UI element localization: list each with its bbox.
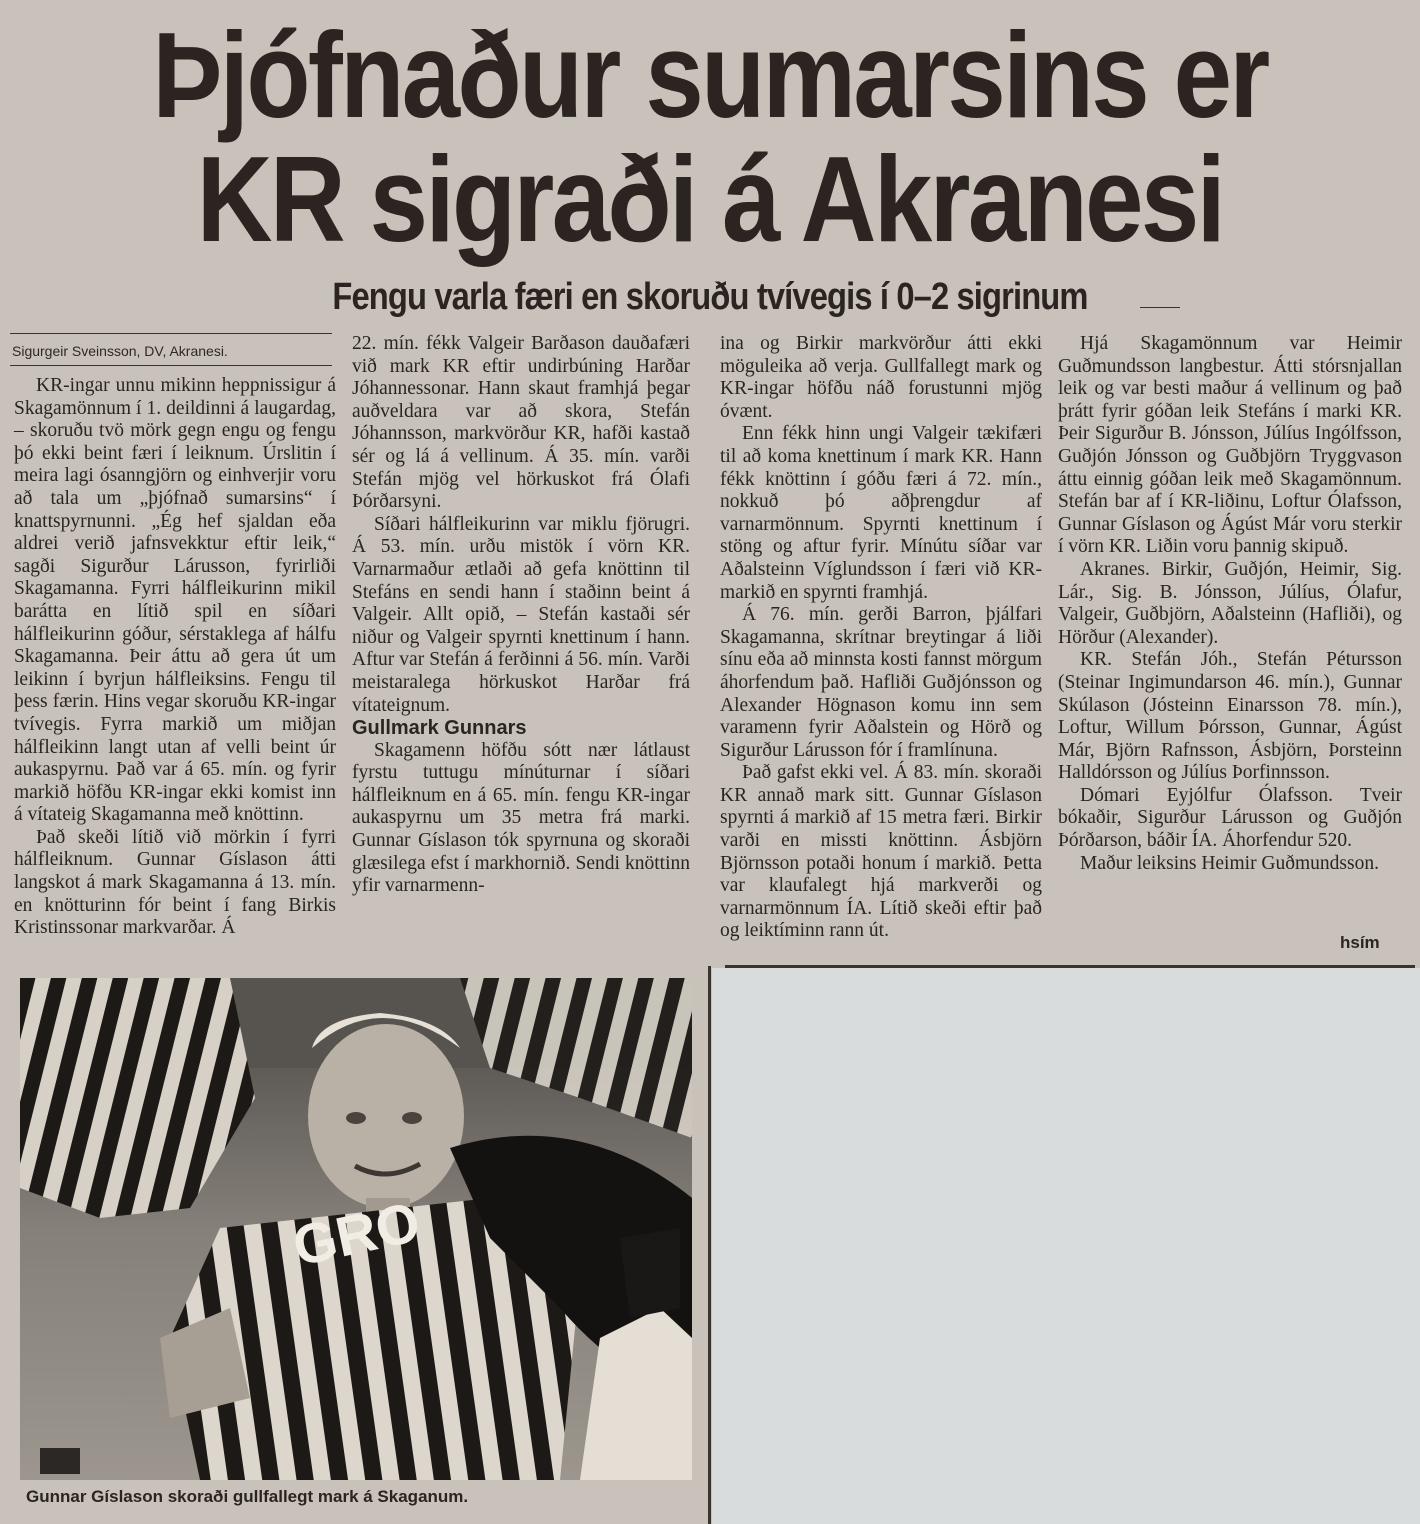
section-subheading: Gullmark Gunnars (352, 717, 527, 740)
subhead-dash (1140, 307, 1180, 308)
byline-rule-bottom (10, 365, 332, 366)
section-divider-horizontal (725, 965, 1415, 968)
byline-rule-top (10, 333, 332, 334)
paragraph: Það skeði lítið við mörkin í fyrri hálfleiknum. Gunnar Gíslason átti langskot á mark Skagamanna á 13. mín. en knötturinn fór beint í fang Birkis Kristinssonar markvarðar. Á (14, 826, 336, 939)
photo-illustration (20, 978, 692, 1480)
paragraph: Hjá Skagamönnum var Heimir Guðmundsson langbestur. Átti stórsnjallan leik og var besti maður á vellinum og það þrátt fyrir góðan leik Stefáns í marki KR. Þeir Sigurður B. Jónsson, Júlíus Ingólfsson, Guðjón Jónsson og Guðbjörn Tryggvason áttu einnig góðan leik með Skagamönnum. Stefán bar af í KR-liðinu, Loftur Ólafsson, Gunnar Gíslason og Ágúst Már voru sterkir í vörn KR. Liðin voru þannig skipuð. (1058, 333, 1402, 558)
paragraph: ina og Birkir markvörður átti ekki möguleika að verja. Gullfallegt mark og KR-ingar höfðu náð forustunni mjög óvænt. (720, 333, 1042, 422)
paragraph: Maður leiksins Heimir Guðmundsson. (1080, 852, 1379, 874)
shirt-sponsor-text: GRO (287, 1189, 426, 1278)
subheadline: Fengu varla færi en skoruðu tvívegis í 0–2 sigrinum (332, 276, 1088, 318)
paragraph: 22. mín. fékk Valgeir Barðason dauðafæri við mark KR eftir undirbúning Harðar Jóhannessonar. Hann skaut framhjá þegar auðveldara var að skora, Stefán Jóhannsson, markvörður KR, hafði kastað sér og lá á vellinum. Á 35. mín. varði Stefán mjög vel hörkuskot frá Ólafi Þórðarsyni. (352, 333, 690, 513)
photo-caption: Gunnar Gíslason skoraði gullfallegt mark á Skaganum. (26, 1487, 469, 1506)
paragraph: Á 76. mín. gerði Barron, þjálfari Skagamanna, skrítnar breytingar á liði sínu eða að minnsta kosti fannst mörgum áhorfendum það. Hafliði Guðjónsson og Alexander Högnason komu inn sem varamenn fyrir Aðalstein og Hörð og Sigurður Lárusson fór í framlínuna. (720, 604, 1042, 761)
paragraph: KR. Stefán Jóh., Stefán Pétursson (Steinar Ingimundarson 46. mín.), Gunnar Skúlason (Jósteinn Einarsson 78. mín.), Loftur, Willum Þórsson, Gunnar, Ágúst Már, Björn Rafnsson, Ásbjörn, Þorsteinn Halldórsson og Júlíus Þorfinnsson. (1058, 649, 1402, 784)
byline: Sigurgeir Sveinsson, DV, Akranesi. (12, 343, 228, 359)
paragraph: Enn fékk hinn ungi Valgeir tækifæri til að koma knettinum í mark KR. Hann fékk knöttinn í góðu færi á 72. mín., nokkuð þó aðþrengdur af varnarmönnum. Spyrnti knettinum í stöng og aftur fyrir. Mínútu síðar var Aðalsteinn Víglundsson í færi við KR-markið en spyrnti framhjá. (720, 423, 1042, 603)
football-match-photo (20, 978, 692, 1480)
paragraph: Síðari hálfleikurinn var miklu fjörugri. Á 53. mín. urðu mistök í vörn KR. Varnarmaður ætlaði að gefa knöttinn til Stefáns en sendi hann í staðinn beint á Valgeir. Allt opið, – Stefán kastaði sér niður og Valgeir spyrnti knettinum í hann. Aftur var Stefán á ferðinni á 56. mín. Varði meistaralega hörkuskot Harðar frá vítateignum. (352, 513, 690, 716)
paragraph: Akranes. Birkir, Guðjón, Heimir, Sig. Lár., Sig. B. Jónsson, Júlíus, Ólafur, Valgeir, Guðbjörn, Aðalsteinn (Hafliði), og Hörður (Alexander). (1058, 558, 1402, 648)
section-divider-vertical (708, 966, 711, 1524)
article-column-4 (1058, 333, 1402, 875)
author-signature: hsím (1340, 933, 1380, 952)
headline-line-2: KR sigraði á Akranesi (196, 131, 1224, 267)
paragraph: KR-ingar unnu mikinn heppnissigur á Skagamönnum í 1. deildinni á laugardag, – skoruðu tvö mörk gegn engu og fengu þó ekki beint færi í leiknum. Úrslitin í meira lagi ósanngjörn og einhverjir voru að tala um „þjófnað sumarsins“ í knattspyrnunni. „Ég hef sjaldan eða aldrei verið jafnsvekktur eftir leik,“ sagði Sigurður Lárusson, fyrirliði Skagamanna. Fyrri hálfleikurinn mikil barátta en lítið spil en síðari hálfleikurinn góður, sérstaklega af hálfu Skagamanna. Þeir áttu að gera út um leikinn í byrjun hálfleiksins. Fengu til þess færin. Hins vegar skoruðu KR-ingar tvívegis. Fyrra markið um miðjan hálfleikinn langt utan af velli beint úr aukaspyrnu. Það var á 65. mín. og fyrir markið höfðu KR-ingar ekki komist inn á vítateig Skagamanna með knöttinn. (14, 375, 336, 826)
article-column-1 (14, 375, 336, 940)
headline-line-1: Þjófnaður sumarsins er (152, 7, 1268, 143)
paragraph: Það gafst ekki vel. Á 83. mín. skoraði KR annað mark sitt. Gunnar Gíslason spyrnti á markið af 15 metra færi. Birkir varði en missti knöttinn. Ásbjörn Björnsson potaði honum í markið. Þetta var klaufalegt hjá markverði og varnarmönnum ÍA. Lítið skeði eftir það og leiktíminn rann út. (720, 762, 1042, 942)
paragraph: Dómari Eyjólfur Ólafsson. Tveir bókaðir, Sigurður Lárusson og Guðjón Þórðarson, báðir ÍA. Áhorfendur 520. (1058, 784, 1402, 852)
article-column-3 (720, 333, 1042, 943)
article-column-2 (352, 333, 690, 898)
paragraph: Skagamenn höfðu sótt nær látlaust fyrstu tuttugu mínúturnar í síðari hálfleiknum en á 65. mín. fengu KR-ingar aukaspyrnu um 35 metra frá marki. Gunnar Gíslason tók spyrnuna og skoraði glæsilega efst í markhornið. Sendi knöttinn yfir varnarmenn- (352, 739, 690, 897)
